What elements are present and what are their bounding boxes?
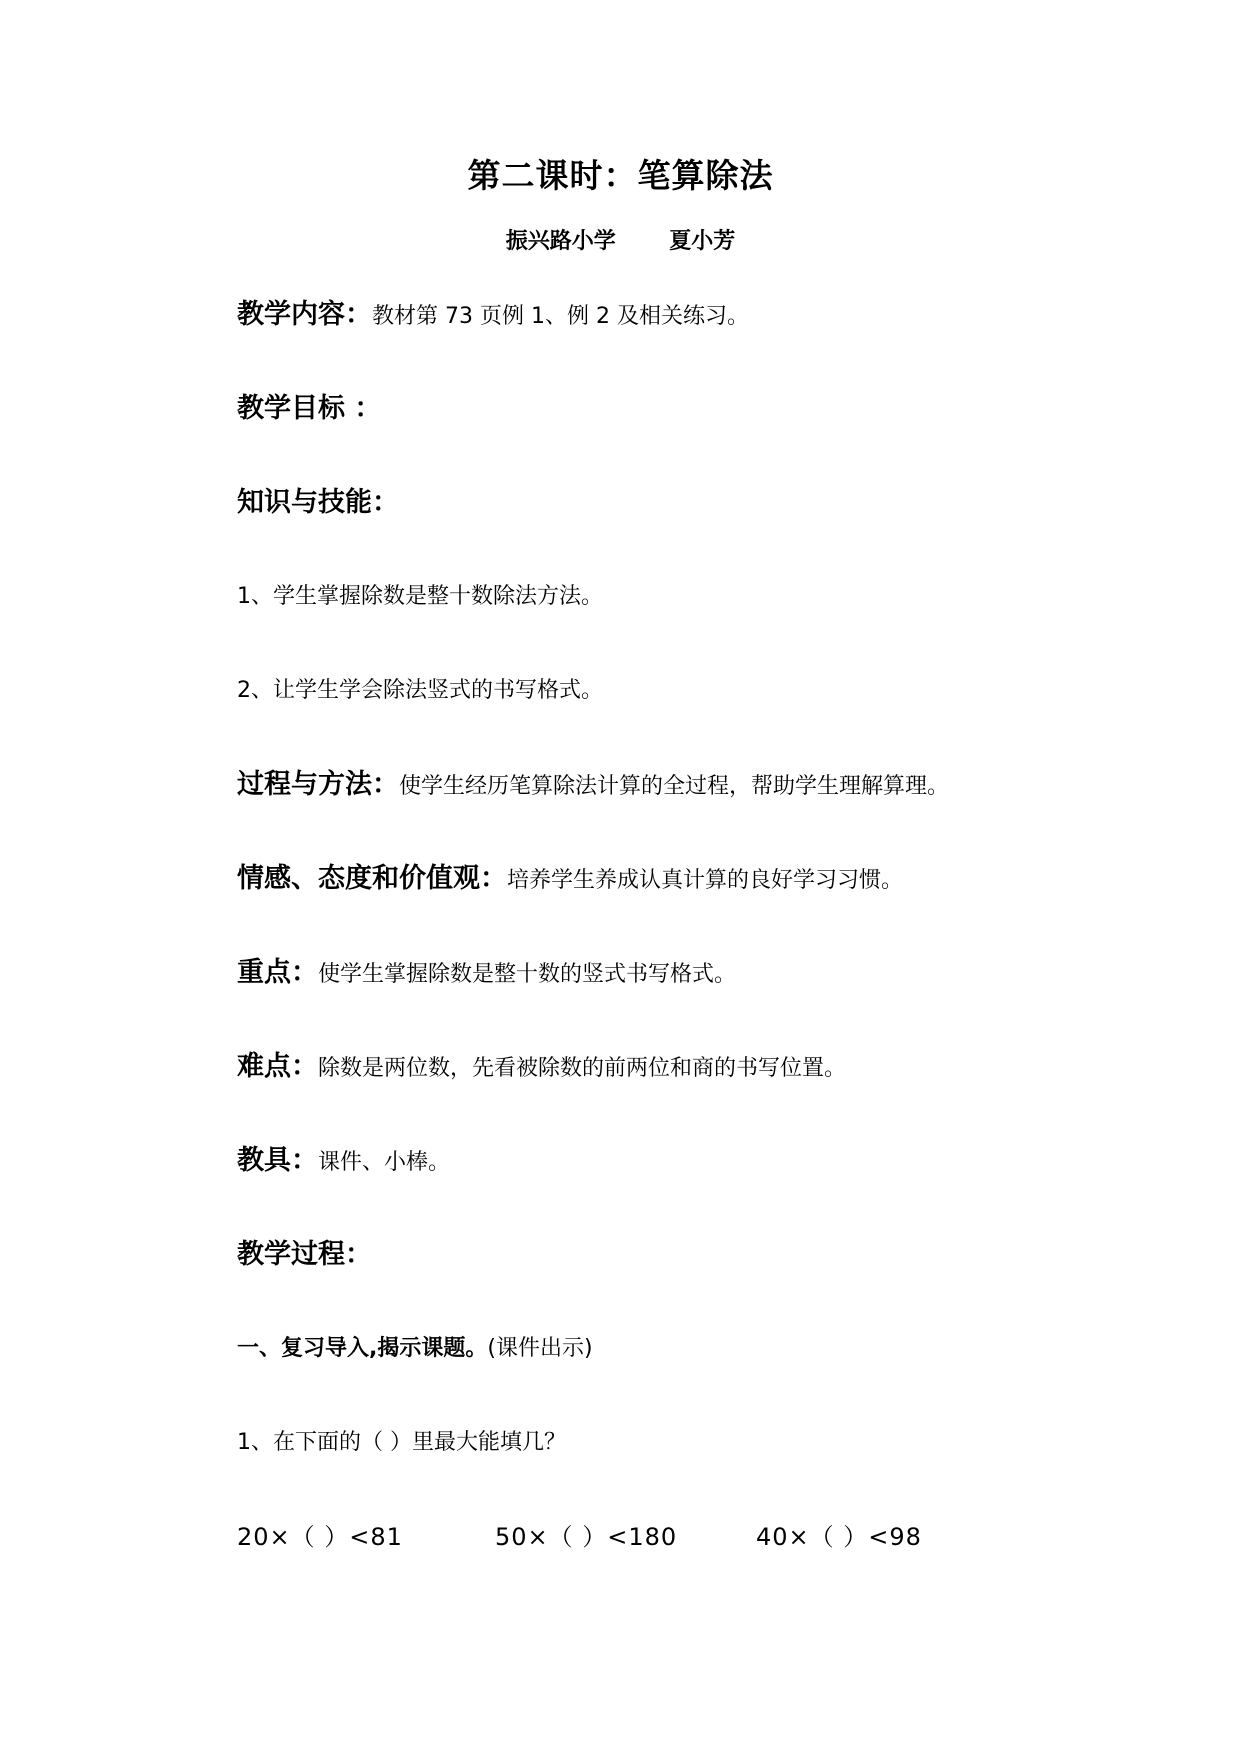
teaching-content-label: 教学内容： <box>237 299 372 330</box>
expression-1: 20×（ ）<81 <box>237 1523 403 1551</box>
teaching-tools <box>237 1144 450 1180</box>
difficulty-label: 难点： <box>237 1051 318 1082</box>
section-1-label: 一、复习导入,揭示课题。 <box>237 1336 488 1361</box>
expression-row <box>237 1520 922 1556</box>
key-point-label: 重点： <box>237 957 318 988</box>
expression-3: 40×（ ）<98 <box>756 1523 922 1551</box>
difficulty <box>237 1050 846 1086</box>
expression-2: 50×（ ）<180 <box>495 1523 678 1551</box>
teaching-content <box>237 298 749 334</box>
knowledge-item-2: 2、让学生学会除法竖式的书写格式。 <box>237 678 603 703</box>
key-point-text: 使学生掌握除数是整十数的竖式书写格式。 <box>318 962 737 987</box>
knowledge-heading: 知识与技能： <box>237 487 399 518</box>
procedure-heading: 教学过程： <box>237 1239 372 1270</box>
process-method <box>237 768 949 804</box>
knowledge-item-1: 1、学生掌握除数是整十数除法方法。 <box>237 584 603 609</box>
question-1: 1、在下面的（ ）里最大能填几？ <box>237 1430 566 1455</box>
section-1-text: (课件出示) <box>487 1336 593 1361</box>
emotion-values-label: 情感、态度和价值观： <box>237 863 507 894</box>
teaching-content-text: 教材第 73 页例 1、例 2 及相关练习。 <box>372 304 749 329</box>
emotion-values <box>237 862 903 898</box>
teaching-tools-text: 课件、小棒。 <box>318 1150 451 1175</box>
process-method-text: 使学生经历笔算除法计算的全过程，帮助学生理解算理。 <box>399 774 950 799</box>
difficulty-text: 除数是两位数，先看被除数的前两位和商的书写位置。 <box>318 1056 847 1081</box>
section-1 <box>237 1332 593 1366</box>
document-title: 第二课时：笔算除法 <box>467 156 774 195</box>
author-byline: 振兴路小学 夏小芳 <box>505 229 736 254</box>
process-method-label: 过程与方法： <box>237 769 399 800</box>
emotion-values-text: 培养学生养成认真计算的良好学习习惯。 <box>507 868 904 893</box>
teaching-tools-label: 教具： <box>237 1145 318 1176</box>
key-point <box>237 956 736 992</box>
goals-heading: 教学目标 ： <box>237 393 382 424</box>
